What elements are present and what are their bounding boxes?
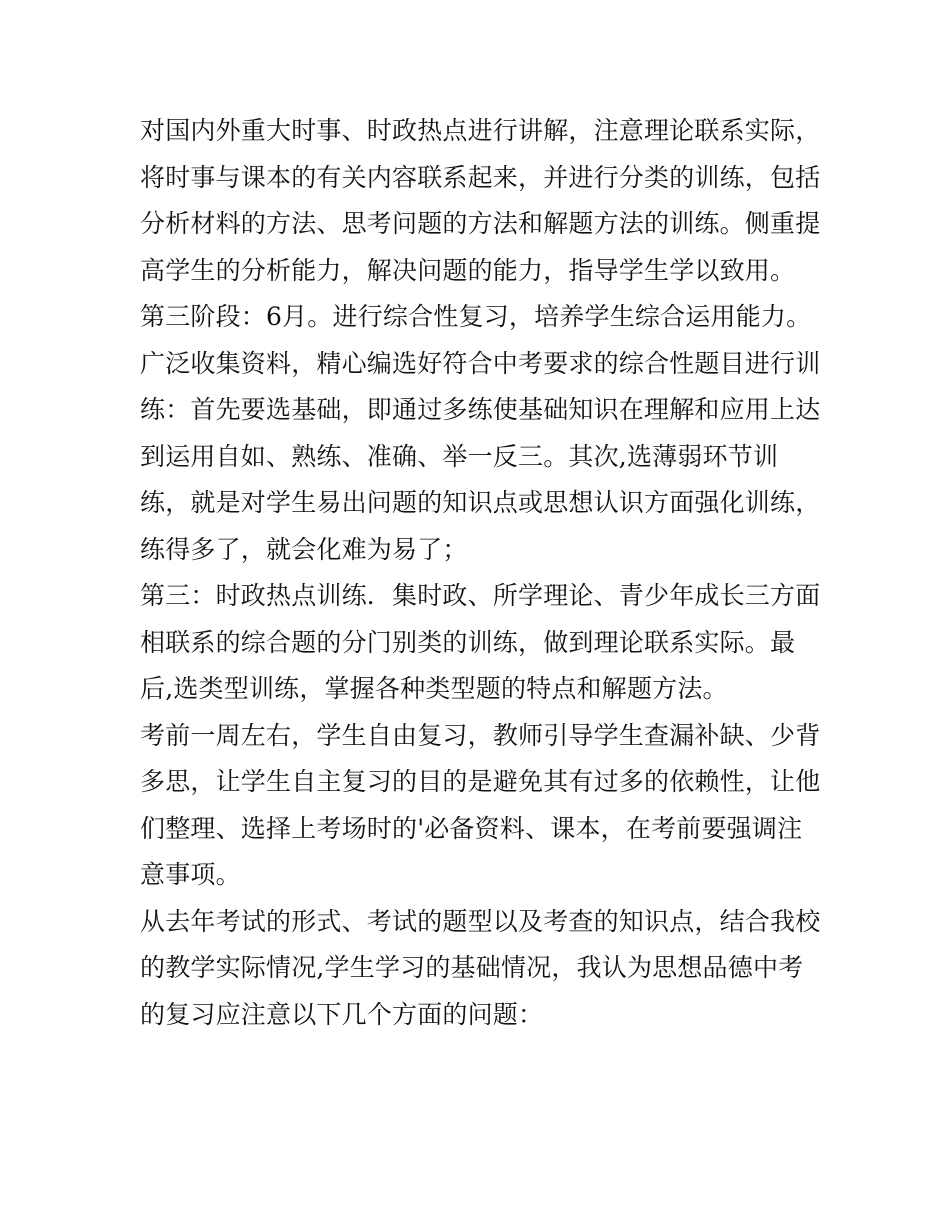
text-line: 广泛收集资料，精心编选好符合中考要求的综合性题目进行训 [140, 348, 821, 378]
text-line: 到运用自如、熟练、准确、举一反三。其次,选薄弱环节训 [140, 441, 779, 471]
text-line: 的教学实际情况,学生学习的基础情况，我认为思想品德中考 [140, 953, 804, 982]
text-line: 多思，让学生自主复习的目的是避免其有过多的依赖性，让他 [140, 767, 821, 796]
text-line: 练，就是对学生易出问题的知识点或思想认识方面强化训练， [140, 488, 821, 517]
document-body [140, 108, 820, 1038]
text-line: 意事项。 [140, 860, 241, 889]
text-line: 练：首先要选基础，即通过多练使基础知识在理解和应用上达 [140, 395, 821, 424]
text-line: 们整理、选择上考场时的'必备资料、课本，在考前要强调注 [140, 813, 803, 843]
text-line: 练得多了，就会化难为易了； [140, 534, 468, 564]
text-line: 的复习应注意以下几个方面的问题： [140, 999, 544, 1029]
text-line: 相联系的综合题的分门别类的训练，做到理论联系实际。最 [140, 627, 796, 657]
text-line: 高学生的分析能力，解决问题的能力，指导学生学以致用。 [140, 255, 796, 285]
text-line: 考前一周左右，学生自由复习，教师引导学生查漏补缺、少背 [140, 720, 821, 750]
text-line: 分析材料的方法、思考问题的方法和解题方法的训练。侧重提 [140, 209, 821, 238]
text-line: 将时事与课本的有关内容联系起来，并进行分类的训练，包括 [140, 162, 821, 192]
text-line: 对国内外重大时事、时政热点进行讲解，注意理论联系实际， [140, 116, 821, 145]
text-line: 从去年考试的形式、考试的题型以及考查的知识点，结合我校 [140, 906, 821, 936]
text-line: 第三：时政热点训练．集时政、所学理论、青少年成长三方面 [140, 581, 821, 610]
text-line: 第三阶段：6月。进行综合性复习，培养学生综合运用能力。 [140, 302, 812, 331]
text-line: 后,选类型训练，掌握各种类型题的特点和解题方法。 [140, 674, 728, 703]
